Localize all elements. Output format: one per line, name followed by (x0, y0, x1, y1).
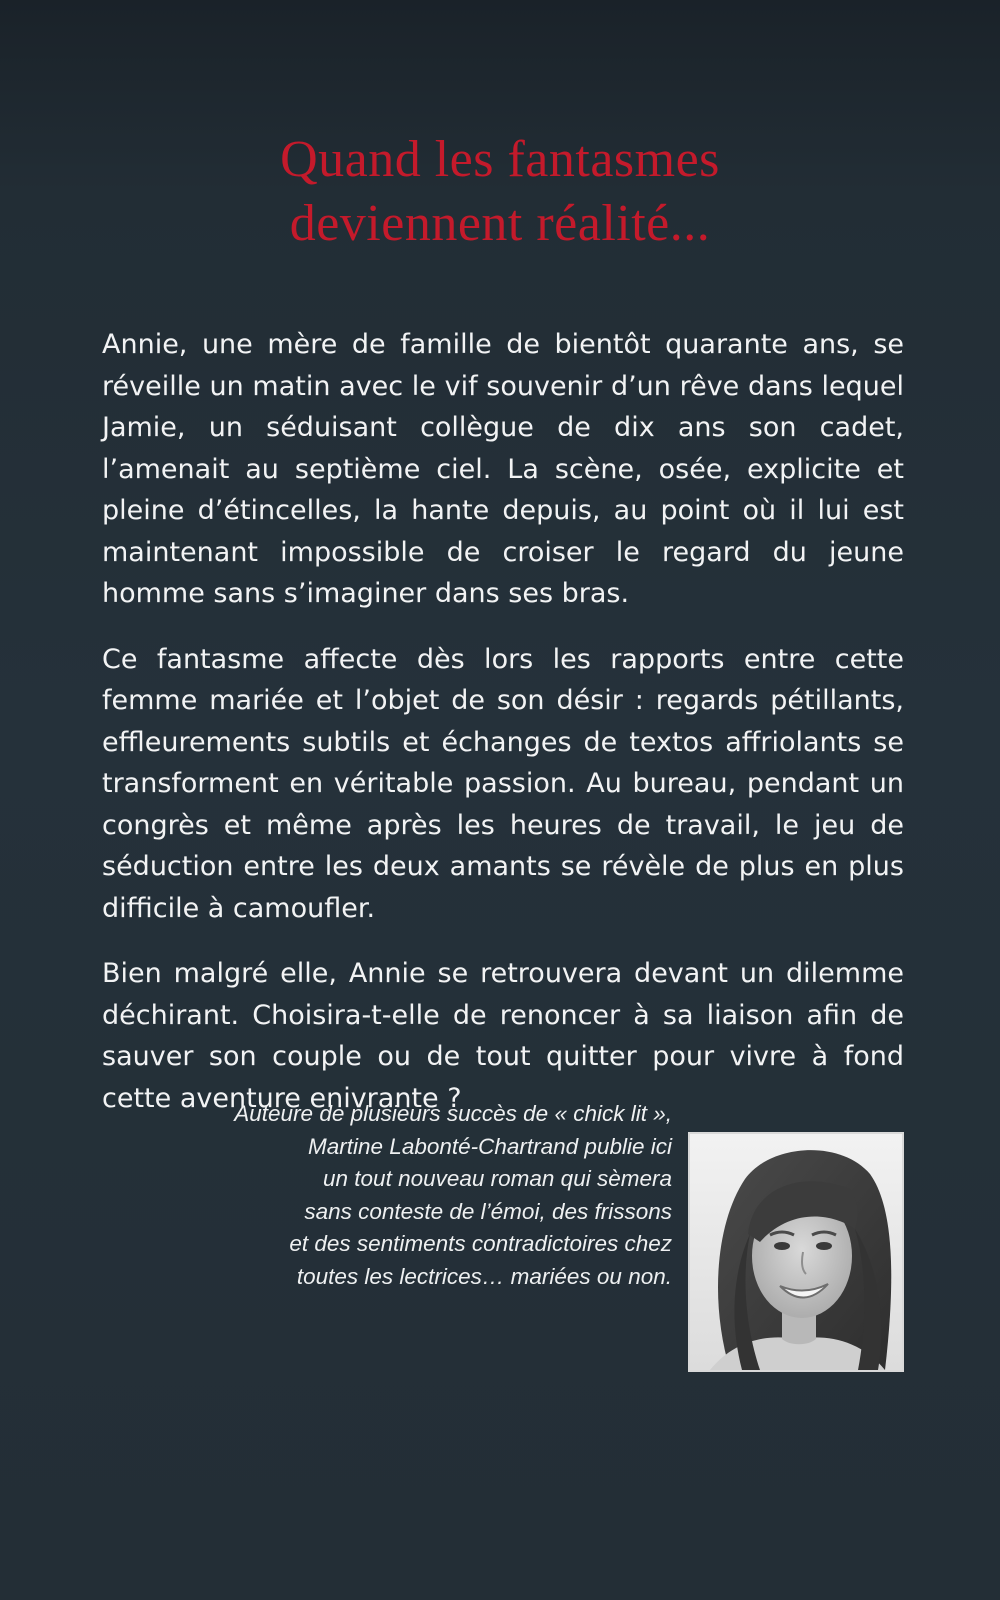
author-bio (220, 1098, 672, 1293)
headline (0, 128, 1000, 256)
blurb-paragraph-3: Bien malgré elle, Annie se retrouvera devant un dilemme déchirant. Choisira-t-elle de renoncer à sa liaison afin de sauver son couple ou de tout quitter pour vivre à fond cette aventure enivrante ? (102, 958, 904, 1114)
book-blurb (102, 324, 904, 1143)
author-portrait-icon (690, 1134, 902, 1370)
author-bio-line: et des sentiments contradictoires chez (289, 1231, 672, 1256)
author-bio-line: Auteure de plusieurs succès de « chick lit », (234, 1101, 672, 1126)
blurb-paragraph-1: Annie, une mère de famille de bientôt quarante ans, se réveille un matin avec le vif souvenir d’un rêve dans lequel Jamie, un séduisant collègue de dix ans son cadet, l’amenait au septième ciel. La scène, osée, explicite et pleine d’étincelles, la hante depuis, au point où il lui est maintenant impossible de croiser le regard du jeune homme sans s’imaginer dans ses bras. (102, 329, 904, 609)
author-bio-line: sans conteste de l’émoi, des frissons (304, 1198, 672, 1224)
headline-line-1: Quand les fantasmes (280, 131, 720, 188)
author-bio-line: toutes les lectrices… mariées ou non. (296, 1263, 672, 1289)
author-bio-line: Martine Labonté-Chartrand publie ici (308, 1133, 672, 1159)
headline-line-2: deviennent réalité... (289, 195, 711, 252)
author-photo (688, 1132, 904, 1372)
blurb-paragraph-2: Ce fantasme affecte dès lors les rapports entre cette femme mariée et l’objet de son désir : regards pétillants, effleurements subtils et échanges de textos affriolants se transforment en véritable passion. Au bureau, pendant un congrès et même après les heures de travail, le jeu de séduction entre les deux amants se révèle de plus en plus difficile à camoufler. (102, 643, 904, 924)
author-bio-line: un tout nouveau roman qui sèmera (323, 1166, 672, 1191)
